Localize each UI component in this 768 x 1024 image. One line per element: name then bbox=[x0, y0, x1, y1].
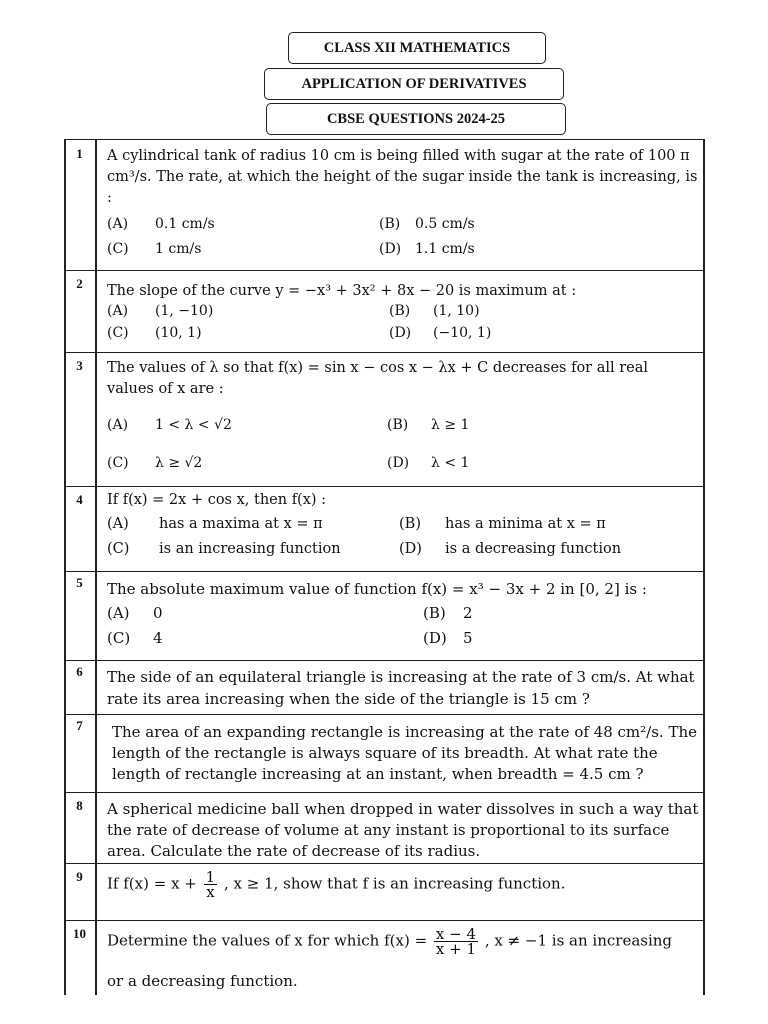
option-c: (C) λ ≥ √2 bbox=[107, 455, 203, 471]
option-c: (C) 4 bbox=[107, 629, 163, 647]
option-b: (B) λ ≥ 1 bbox=[387, 417, 470, 433]
question-text: If f(x) = 2x + cos x, then f(x) : bbox=[107, 492, 327, 508]
question-number: 5 bbox=[76, 575, 83, 590]
question-number: 2 bbox=[76, 276, 83, 291]
fraction: $\frac{1}{x}$ bbox=[205, 868, 216, 901]
question-text: The slope of the curve y = −x³ + 3x² + 8x − 20 is maximum at : bbox=[107, 283, 577, 299]
option-a: (A) 0.1 cm/s bbox=[107, 216, 215, 232]
option-a: (A) 0 bbox=[107, 604, 163, 622]
option-b: (B) 2 bbox=[423, 604, 473, 622]
question-row-1 bbox=[64, 139, 704, 270]
question-number: 3 bbox=[76, 358, 83, 373]
question-number: 10 bbox=[73, 926, 86, 941]
option-d: (D) 1.1 cm/s bbox=[379, 241, 475, 257]
option-d: (D) 5 bbox=[423, 629, 473, 647]
option-c: (C) is an increasing function bbox=[107, 541, 341, 557]
class-title-box bbox=[288, 32, 546, 64]
chapter-title: APPLICATION OF DERIVATIVES bbox=[301, 76, 527, 92]
question-text: A spherical medicine ball when dropped in water dissolves in such a way that the rate of decrease of volume at any instant is proportional to its surface area. Calculate the rate of decrease of its radius. bbox=[107, 800, 699, 860]
question-number: 8 bbox=[76, 798, 83, 813]
source-title: CBSE QUESTIONS 2024-25 bbox=[326, 111, 506, 127]
question-row-5 bbox=[64, 571, 704, 660]
chapter-title-box bbox=[264, 68, 564, 100]
question-text: The values of λ so that f(x) = sin x − cos x − λx + C decreases for all real values of x are : bbox=[107, 360, 649, 397]
option-b: (B) 0.5 cm/s bbox=[379, 216, 475, 232]
question-number: 1 bbox=[76, 146, 83, 161]
option-a: (A) (1, −10) bbox=[107, 303, 214, 319]
question-number: 9 bbox=[76, 869, 83, 884]
question-text: The side of an equilateral triangle is increasing at the rate of 3 cm/s. At what rate its area increasing when the side of the triangle is 15 cm ? bbox=[107, 668, 695, 708]
question-text: If f(x) = x + $\frac{1}{x}$ , x ≥ 1, show that f is an increasing function. bbox=[107, 868, 566, 901]
option-b: (B) (1, 10) bbox=[389, 303, 480, 319]
question-text: The absolute maximum value of function f(x) = x³ − 3x + 2 in [0, 2] is : bbox=[107, 580, 647, 598]
question-row-2 bbox=[64, 270, 704, 352]
question-row-7 bbox=[64, 714, 704, 792]
question-row-6 bbox=[64, 660, 704, 714]
option-a: (A) 1 < λ < √2 bbox=[107, 417, 232, 433]
question-number: 4 bbox=[76, 492, 83, 507]
question-text: A cylindrical tank of radius 10 cm is being filled with sugar at the rate of 100 π cm³/s. The rate, at which the height of the sugar inside the tank is increasing, is : bbox=[107, 148, 698, 206]
question-row-10 bbox=[64, 920, 704, 995]
option-b: (B) has a minima at x = π bbox=[399, 516, 606, 532]
question-text: The area of an expanding rectangle is increasing at the rate of 48 cm²/s. The length of the rectangle is always square of its breadth. At what rate the length of rectangle increasing at an instant, when breadth = 4.5 cm ? bbox=[112, 723, 697, 783]
option-d: (D) (−10, 1) bbox=[389, 325, 492, 341]
question-row-4 bbox=[64, 486, 704, 571]
class-title: CLASS XII MATHEMATICS bbox=[323, 40, 511, 56]
option-c: (C) (10, 1) bbox=[107, 325, 202, 341]
option-a: (A) has a maxima at x = π bbox=[107, 516, 323, 532]
question-text: Determine the values of x for which f(x) = $\frac{x - 4}{x + 1}$ , x ≠ −1 is an increasing bbox=[107, 925, 673, 958]
option-d: (D) λ < 1 bbox=[387, 455, 470, 471]
option-d: (D) is a decreasing function bbox=[399, 541, 622, 557]
question-text-line2: or a decreasing function. bbox=[107, 972, 298, 990]
question-number: 6 bbox=[76, 664, 83, 679]
question-row-3 bbox=[64, 352, 704, 486]
question-row-8 bbox=[64, 792, 704, 863]
question-row-9 bbox=[64, 863, 704, 920]
option-c: (C) 1 cm/s bbox=[107, 241, 202, 257]
question-number: 7 bbox=[76, 718, 83, 733]
source-title-box bbox=[266, 103, 566, 135]
fraction: $\frac{x - 4}{x + 1}$ bbox=[435, 925, 477, 958]
